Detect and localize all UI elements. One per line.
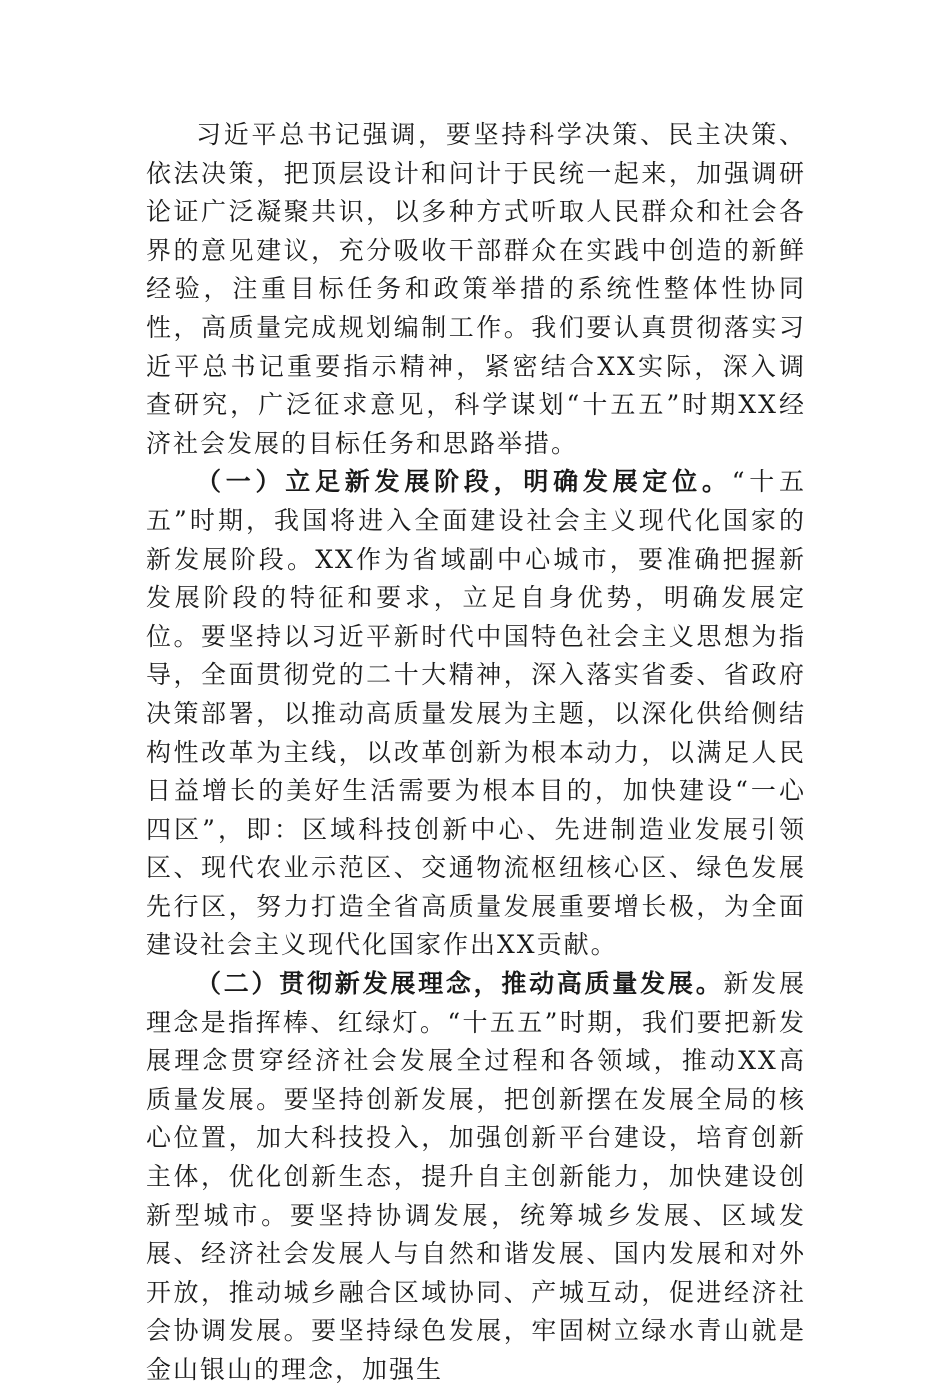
paragraph-intro-text: 习近平总书记强调，要坚持科学决策、民主决策、依法决策，把顶层设计和问计于民统一起来，加强调研论证广泛凝聚共识，以多种方式听取人民群众和社会各界的意见建议，充分吸收干部群众在实践中创造的新鲜经验，注重目标任务和政策举措的系统性整体性协同性，高质量完成规划编制工作。我们要认真贯彻落实习近平总书记重要指示精神，紧密结合XX实际，深入调查研究，广泛征求意见，科学谋划“十五五”时期XX经济社会发展的目标任务和思路举措。	[146, 120, 806, 458]
section-2-heading: （二）贯彻新发展理念，推动高质量发展。	[196, 969, 724, 999]
paragraph-intro	[146, 116, 806, 463]
section-1-heading: （一）立足新发展阶段，明确发展定位。	[196, 467, 732, 497]
section-1-text: “十五五”时期，我国将进入全面建设社会主义现代化国家的新发展阶段。XX作为省域副中心城市，要准确把握新发展阶段的特征和要求，立足自身优势，明确发展定位。要坚持以习近平新时代中国特色社会主义思想为指导，全面贯彻党的二十大精神，深入落实省委、省政府决策部署，以推动高质量发展为主题，以深化供给侧结构性改革为主线，以改革创新为根本动力，以满足人民日益增长的美好生活需要为根本目的，加快建设“一心四区”，即：区域科技创新中心、先进制造业发展引领区、现代农业示范区、交通物流枢纽核心区、绿色发展先行区，努力打造全省高质量发展重要增长极，为全面建设社会主义现代化国家作出XX贡献。	[146, 467, 806, 960]
paragraph-section-1	[146, 463, 806, 965]
document-page	[146, 116, 806, 1390]
section-2-text: 新发展理念是指挥棒、红绿灯。“十五五”时期，我们要把新发展理念贯穿经济社会发展全过程和各领域，推动XX高质量发展。要坚持创新发展，把创新摆在发展全局的核心位置，加大科技投入，加强创新平台建设，培育创新主体，优化创新生态，提升自主创新能力，加快建设创新型城市。要坚持协调发展，统筹城乡发展、区域发展、经济社会发展人与自然和谐发展、国内发展和对外开放，推动城乡融合区域协同、产城互动，促进经济社会协调发展。要坚持绿色发展，牢固树立绿水青山就是金山银山的理念，加强生	[146, 969, 806, 1384]
paragraph-section-2	[146, 965, 806, 1390]
